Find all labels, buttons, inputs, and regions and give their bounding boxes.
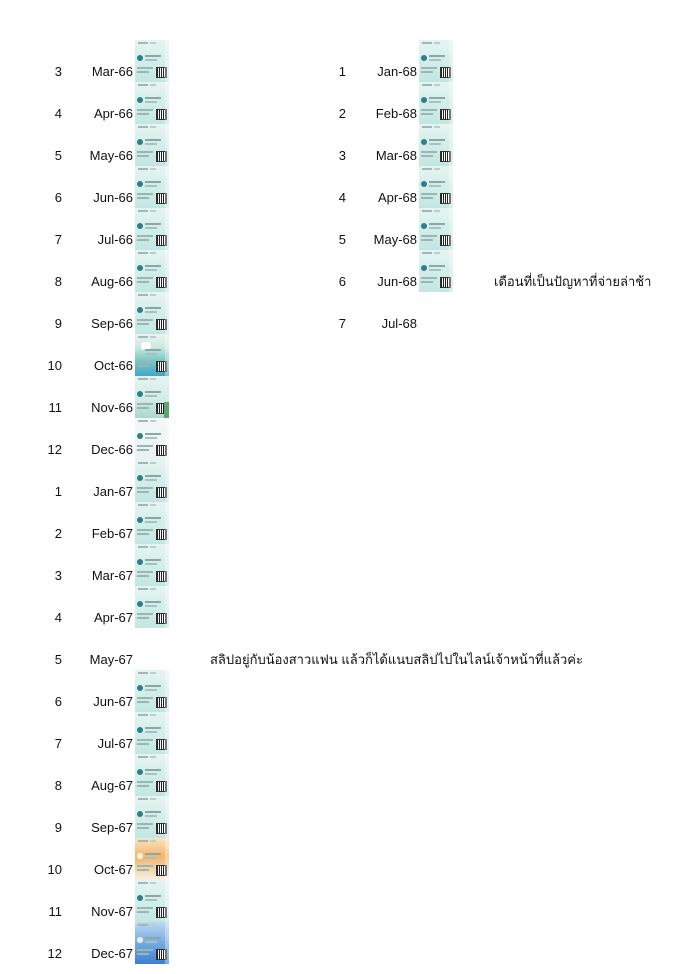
row-number: 2 (54, 526, 62, 541)
payment-row (0, 880, 700, 922)
row-month: Jul-68 (381, 316, 417, 331)
row-month: Apr-68 (377, 190, 417, 205)
payment-row (0, 796, 700, 838)
payment-slip-thumbnail[interactable] (135, 376, 169, 418)
payment-slip-thumbnail[interactable] (135, 880, 169, 922)
row-number: 4 (54, 610, 62, 625)
payment-row (0, 208, 700, 250)
row-month: May-66 (89, 148, 133, 163)
row-month: Jan-68 (377, 64, 417, 79)
row-number: 6 (338, 274, 346, 289)
row-month: Sep-67 (91, 820, 133, 835)
row-month: Mar-67 (91, 568, 133, 583)
payment-row (0, 712, 700, 754)
row-number: 8 (54, 778, 62, 793)
payment-row (0, 376, 700, 418)
payment-row (0, 754, 700, 796)
row-number: 2 (338, 106, 346, 121)
row-month: Apr-66 (93, 106, 133, 121)
row-number: 11 (48, 400, 62, 415)
row-number: 7 (338, 316, 346, 331)
row-month: Jun-68 (377, 274, 417, 289)
row-month: Mar-68 (375, 148, 417, 163)
row-number: 1 (54, 484, 62, 499)
row-month: May-68 (373, 232, 417, 247)
payment-row (0, 586, 700, 628)
payment-row (0, 670, 700, 712)
row-month: Oct-66 (93, 358, 133, 373)
row-number: 10 (47, 358, 62, 373)
row-month: Oct-67 (93, 862, 133, 877)
payment-row (0, 124, 700, 166)
row-number: 8 (54, 274, 62, 289)
row-number: 6 (54, 694, 62, 709)
payment-row (0, 292, 700, 334)
row-number: 9 (54, 316, 62, 331)
row-number: 7 (54, 736, 62, 751)
row-month: Feb-67 (91, 526, 133, 541)
payment-slip-thumbnail[interactable] (419, 40, 453, 82)
row-month: Aug-66 (91, 274, 133, 289)
row-month: Jul-66 (97, 232, 133, 247)
payment-slip-thumbnail[interactable] (419, 208, 453, 250)
payment-slip-thumbnail[interactable] (135, 922, 169, 964)
payment-slip-thumbnail[interactable] (135, 712, 169, 754)
payment-slip-thumbnail[interactable] (135, 754, 169, 796)
row-number: 9 (54, 820, 62, 835)
payment-slip-thumbnail[interactable] (135, 460, 169, 502)
row-month: Sep-66 (91, 316, 133, 331)
row-month: Jun-66 (93, 190, 133, 205)
row-number: 3 (54, 64, 62, 79)
row-number: 11 (48, 904, 62, 919)
row-month: Jan-67 (93, 484, 133, 499)
payment-slip-thumbnail[interactable] (135, 838, 169, 880)
payment-slip-thumbnail[interactable] (419, 124, 453, 166)
row-month: Dec-67 (91, 946, 133, 961)
row-month: Nov-66 (91, 400, 133, 415)
payment-slip-thumbnail[interactable] (135, 670, 169, 712)
row-month: May-67 (89, 652, 133, 667)
payment-row (0, 544, 700, 586)
payment-row (0, 502, 700, 544)
row-month: Jul-67 (97, 736, 133, 751)
payment-row (0, 82, 700, 124)
row-number: 1 (338, 64, 346, 79)
note-jun-68: เดือนที่เป็นปัญหาที่จ่ายล่าช้า (494, 274, 652, 289)
row-month: Feb-68 (375, 106, 417, 121)
payment-row (0, 922, 700, 964)
payment-slip-thumbnail[interactable] (135, 334, 169, 376)
payment-slip-thumbnail[interactable] (419, 250, 453, 292)
payment-slip-thumbnail[interactable] (135, 502, 169, 544)
note-may-67: สลิปอยู่กับน้องสาวแฟน แล้วก็ได้แนบสลิปไปในไลน์เจ้าหน้าที่แล้วค่ะ (210, 652, 583, 667)
payment-row (0, 40, 700, 82)
payment-slip-thumbnail[interactable] (135, 796, 169, 838)
row-number: 6 (54, 190, 62, 205)
row-number: 10 (47, 862, 62, 877)
payment-row (0, 166, 700, 208)
row-month: Apr-67 (93, 610, 133, 625)
payment-row (0, 334, 700, 376)
row-month: Jun-67 (93, 694, 133, 709)
row-number: 12 (47, 946, 62, 961)
payment-row (0, 838, 700, 880)
row-number: 7 (54, 232, 62, 247)
row-number: 4 (54, 106, 62, 121)
row-month: Mar-66 (91, 64, 133, 79)
row-number: 4 (338, 190, 346, 205)
row-month: Aug-67 (91, 778, 133, 793)
payment-slip-thumbnail[interactable] (419, 82, 453, 124)
row-number: 12 (47, 442, 62, 457)
payment-slip-thumbnail[interactable] (135, 544, 169, 586)
row-number: 3 (338, 148, 346, 163)
row-month: Dec-66 (91, 442, 133, 457)
payment-slip-thumbnail[interactable] (135, 418, 169, 460)
payment-row (0, 460, 700, 502)
payment-slip-thumbnail[interactable] (419, 166, 453, 208)
payment-row (0, 418, 700, 460)
row-month: Nov-67 (91, 904, 133, 919)
row-number: 5 (54, 148, 62, 163)
row-number: 5 (54, 652, 62, 667)
row-number: 3 (54, 568, 62, 583)
payment-slip-thumbnail[interactable] (135, 586, 169, 628)
row-number: 5 (338, 232, 346, 247)
